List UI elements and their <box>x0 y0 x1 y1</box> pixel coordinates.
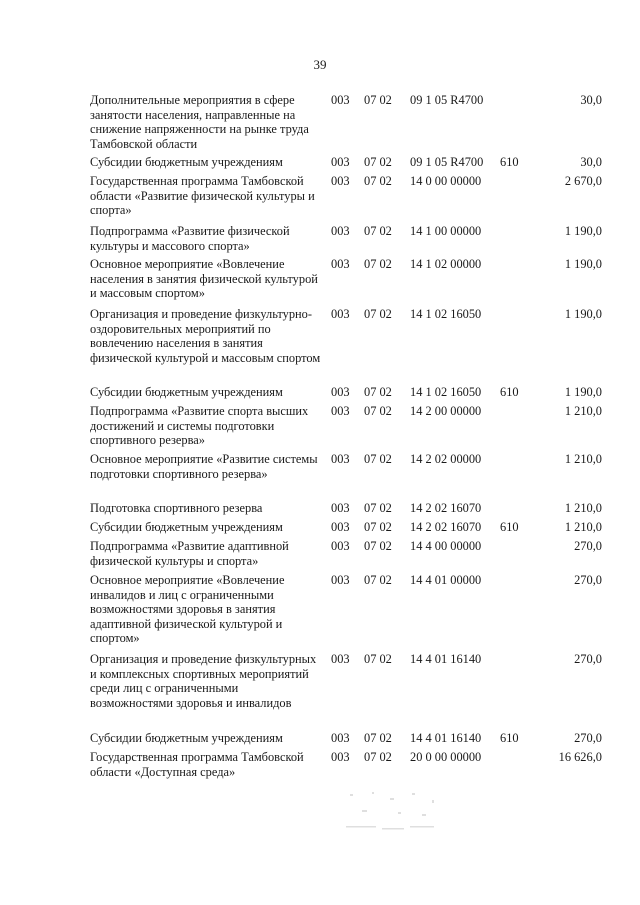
row-section-code: 07 02 <box>364 731 392 745</box>
row-sum: 1 210,0 <box>564 520 602 534</box>
row-program-code: 09 1 05 R4700 <box>410 93 484 107</box>
row-name: Организация и проведение физкультурных и комплексных спортивных мероприятий среди лиц с ограниченными возможностями здоровья и инвалидов <box>90 652 317 710</box>
row-name: Дополнительные мероприятия в сфере занятости населения, направленные на снижение напряженности на рынке труда Тамбовской области <box>90 93 309 151</box>
row-gov-code: 003 <box>331 404 350 418</box>
row-expense-type: 610 <box>500 155 519 169</box>
row-gov-code: 003 <box>331 501 350 515</box>
row-program-code: 14 4 01 16140 <box>410 652 482 666</box>
row-section-code: 07 02 <box>364 750 392 764</box>
row-name: Основное мероприятие «Вовлечение инвалидов и лиц с ограниченными возможностями здоровья в занятия адаптивной физической культурой и спортом» <box>90 573 285 646</box>
row-section-code: 07 02 <box>364 501 392 515</box>
row-gov-code: 003 <box>331 307 350 321</box>
row-sum: 270,0 <box>574 652 602 666</box>
row-name: Субсидии бюджетным учреждениям <box>90 520 283 534</box>
row-sum: 1 190,0 <box>564 385 602 399</box>
row-sum: 30,0 <box>580 93 602 107</box>
row-gov-code: 003 <box>331 573 350 587</box>
row-section-code: 07 02 <box>364 224 392 238</box>
row-section-code: 07 02 <box>364 573 392 587</box>
row-program-code: 14 4 01 16140 <box>410 731 482 745</box>
row-name: Субсидии бюджетным учреждениям <box>90 731 283 745</box>
row-program-code: 14 2 02 00000 <box>410 452 482 466</box>
row-sum: 30,0 <box>580 155 602 169</box>
row-program-code: 14 2 00 00000 <box>410 404 482 418</box>
row-name: Государственная программа Тамбовской области «Развитие физической культуры и спорта» <box>90 174 315 218</box>
row-gov-code: 003 <box>331 257 350 271</box>
row-gov-code: 003 <box>331 385 350 399</box>
row-section-code: 07 02 <box>364 385 392 399</box>
row-section-code: 07 02 <box>364 155 392 169</box>
row-name: Подпрограмма «Развитие спорта высших достижений и системы подготовки спортивного резерва» <box>90 404 309 448</box>
row-section-code: 07 02 <box>364 174 392 188</box>
row-name: Подготовка спортивного резерва <box>90 501 263 515</box>
row-name: Подпрограмма «Развитие физической культуры и массового спорта» <box>90 224 290 253</box>
row-sum: 1 210,0 <box>564 501 602 515</box>
row-section-code: 07 02 <box>364 93 392 107</box>
row-expense-type: 610 <box>500 520 519 534</box>
row-gov-code: 003 <box>331 539 350 553</box>
page-number: 39 <box>313 57 327 72</box>
row-section-code: 07 02 <box>364 539 392 553</box>
row-name: Субсидии бюджетным учреждениям <box>90 155 283 169</box>
row-program-code: 20 0 00 00000 <box>410 750 482 764</box>
row-name: Основное мероприятие «Вовлечение населения в занятия физической культурой и массовым спортом» <box>90 257 318 301</box>
row-gov-code: 003 <box>331 224 350 238</box>
row-program-code: 14 2 02 16070 <box>410 501 482 515</box>
row-sum: 1 190,0 <box>564 224 602 238</box>
row-sum: 1 190,0 <box>564 307 602 321</box>
row-sum: 270,0 <box>574 539 602 553</box>
row-program-code: 14 1 02 00000 <box>410 257 482 271</box>
row-program-code: 14 4 01 00000 <box>410 573 482 587</box>
row-gov-code: 003 <box>331 452 350 466</box>
row-program-code: 14 1 02 16050 <box>410 385 482 399</box>
row-gov-code: 003 <box>331 731 350 745</box>
row-name: Подпрограмма «Развитие адаптивной физической культуры и спорта» <box>90 539 289 568</box>
row-gov-code: 003 <box>331 93 350 107</box>
row-name: Субсидии бюджетным учреждениям <box>90 385 283 399</box>
row-sum: 1 210,0 <box>564 452 602 466</box>
row-program-code: 14 0 00 00000 <box>410 174 482 188</box>
row-sum: 1 210,0 <box>564 404 602 418</box>
row-sum: 1 190,0 <box>564 257 602 271</box>
row-sum: 16 626,0 <box>558 750 602 764</box>
row-section-code: 07 02 <box>364 652 392 666</box>
row-program-code: 14 4 00 00000 <box>410 539 482 553</box>
row-program-code: 14 1 00 00000 <box>410 224 482 238</box>
row-gov-code: 003 <box>331 174 350 188</box>
row-sum: 270,0 <box>574 573 602 587</box>
row-sum: 2 670,0 <box>564 174 602 188</box>
row-program-code: 14 1 02 16050 <box>410 307 482 321</box>
row-gov-code: 003 <box>331 652 350 666</box>
row-expense-type: 610 <box>500 731 519 745</box>
row-program-code: 14 2 02 16070 <box>410 520 482 534</box>
row-name: Государственная программа Тамбовской области «Доступная среда» <box>90 750 304 779</box>
row-section-code: 07 02 <box>364 452 392 466</box>
row-gov-code: 003 <box>331 750 350 764</box>
row-section-code: 07 02 <box>364 307 392 321</box>
row-name: Организация и проведение физкультурно-оздоровительных мероприятий по вовлечению населения в занятия физической культурой и массовым спортом <box>90 307 321 365</box>
row-section-code: 07 02 <box>364 520 392 534</box>
row-sum: 270,0 <box>574 731 602 745</box>
row-section-code: 07 02 <box>364 257 392 271</box>
row-expense-type: 610 <box>500 385 519 399</box>
row-name: Основное мероприятие «Развитие системы подготовки спортивного резерва» <box>90 452 318 481</box>
row-section-code: 07 02 <box>364 404 392 418</box>
row-gov-code: 003 <box>331 155 350 169</box>
row-program-code: 09 1 05 R4700 <box>410 155 484 169</box>
faint-stamp-mark <box>342 788 452 838</box>
row-gov-code: 003 <box>331 520 350 534</box>
